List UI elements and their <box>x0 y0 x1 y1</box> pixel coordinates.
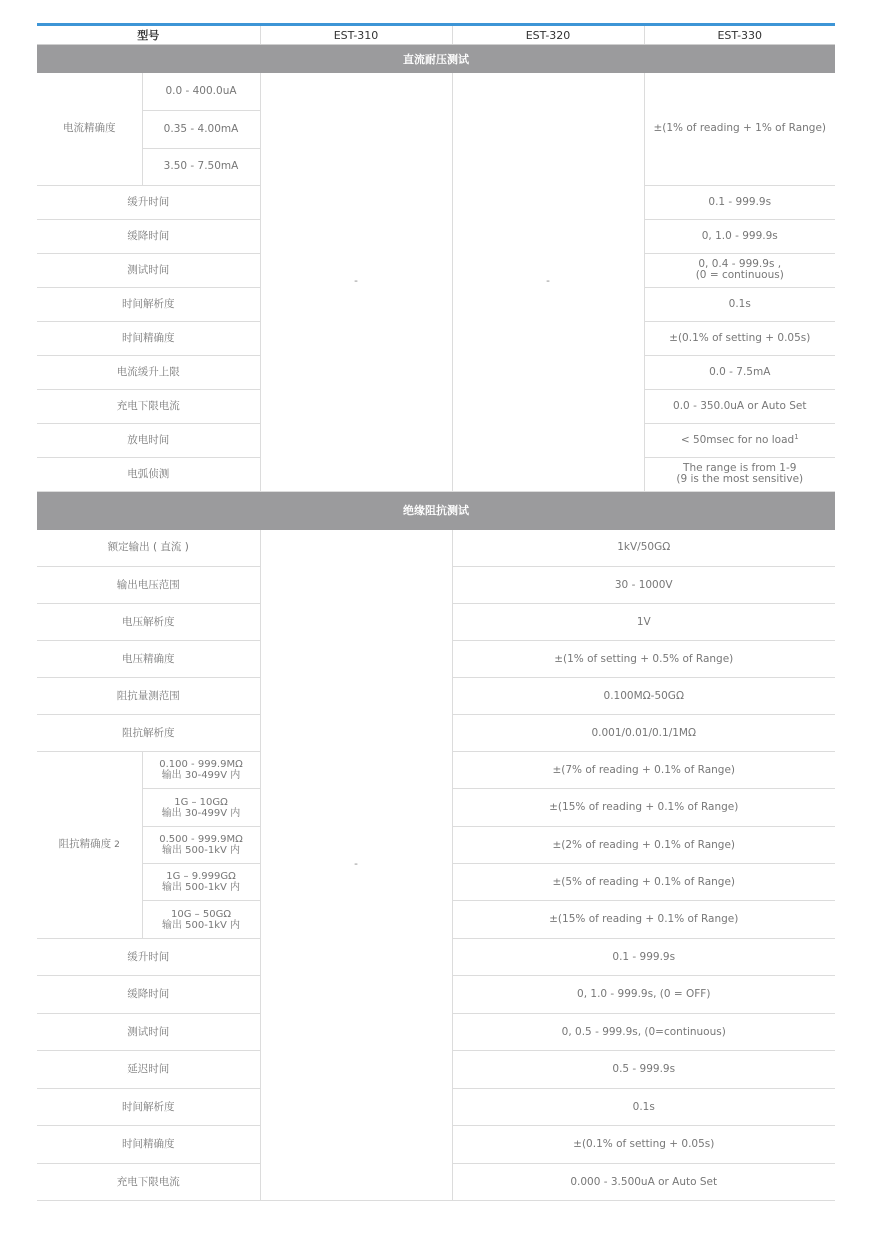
row-value: 0.0 - 7.5mA <box>644 355 835 389</box>
row-label: 时间解析度 <box>37 287 260 321</box>
row-label: 缓升时间 <box>37 939 260 976</box>
row-label: 充电下限电流 <box>37 1164 260 1201</box>
acw-current-range: 0.35 - 4.00mA <box>142 110 260 148</box>
ir-est310-cell: - <box>260 530 452 1201</box>
row-value: 0.1s <box>644 287 835 321</box>
row-value: 0.0 - 350.0uA or Auto Set <box>644 389 835 423</box>
row-label: 充电下限电流 <box>37 389 260 423</box>
header-row <box>37 26 835 45</box>
row-label: 额定输出 ( 直流 ) <box>37 530 260 567</box>
acw-current-range: 0.0 - 400.0uA <box>142 73 260 110</box>
model-est310: EST-310 <box>260 26 452 45</box>
acw-current-accuracy-label: 电流精确度 <box>37 73 142 185</box>
row-label: 缓升时间 <box>37 185 260 219</box>
row-value: 0.100MΩ-50GΩ <box>452 678 835 715</box>
acw-est310-cell: - <box>260 73 452 491</box>
ir-accuracy-range: 1G – 9.999GΩ 输出 500-1kV 内 <box>142 864 260 901</box>
row-value: ±(15% of reading + 0.1% of Range) <box>452 789 835 827</box>
row-label: 输出电压范围 <box>37 567 260 604</box>
value-line: (0 = continuous) <box>695 269 784 281</box>
ir-accuracy-range: 0.500 - 999.9MΩ 输出 500-1kV 内 <box>142 827 260 864</box>
ir-resistance-accuracy-label: 阻抗精确度 2 <box>37 752 142 939</box>
acw-current-accuracy-value: ±(1% of reading + 1% of Range) <box>644 73 835 185</box>
value-text: < 50msec for no load <box>680 433 795 446</box>
row-value: ±(1% of setting + 0.5% of Range) <box>452 641 835 678</box>
row-label: 放电时间 <box>37 423 260 457</box>
row-label: 阻抗解析度 <box>37 715 260 752</box>
row-value: 0, 1.0 - 999.9s <box>644 219 835 253</box>
acw-est320-cell: - <box>452 73 644 491</box>
acw-current-range: 3.50 - 7.50mA <box>142 148 260 185</box>
row-value: ±(15% of reading + 0.1% of Range) <box>452 901 835 939</box>
row-label: 时间精确度 <box>37 1126 260 1164</box>
row-value: 0.5 - 999.9s <box>452 1051 835 1089</box>
spec-table-container <box>37 23 835 1201</box>
row-value: 0.1 - 999.9s <box>644 185 835 219</box>
footnote-mark: 1 <box>794 432 799 441</box>
section-ir-header <box>37 491 835 530</box>
row-value: 0.1s <box>452 1089 835 1126</box>
model-est330: EST-330 <box>644 26 835 45</box>
ir-accuracy-range: 10G – 50GΩ 输出 500-1kV 内 <box>142 901 260 939</box>
value-line: 0, 0.4 - 999.9s , <box>698 258 782 270</box>
row-value: ±(0.1% of setting + 0.05s) <box>644 321 835 355</box>
row-label: 测试时间 <box>37 1014 260 1051</box>
row-value: 1kV/50GΩ <box>452 530 835 567</box>
row-value <box>644 253 835 287</box>
row-value: ±(0.1% of setting + 0.05s) <box>452 1126 835 1164</box>
row-label: 电弧侦测 <box>37 457 260 491</box>
row-value <box>644 457 835 491</box>
section-acw-title: 直流耐压测试 <box>37 45 835 74</box>
row-label: 阻抗量测范围 <box>37 678 260 715</box>
ir-row <box>37 530 835 567</box>
ir-accuracy-range: 0.100 - 999.9MΩ 输出 30-499V 内 <box>142 752 260 789</box>
row-value: ±(5% of reading + 0.1% of Range) <box>452 864 835 901</box>
ir-accuracy-range: 1G – 10GΩ 输出 30-499V 内 <box>142 789 260 827</box>
footnote-mark: 2 <box>114 840 120 850</box>
row-value: 1V <box>452 604 835 641</box>
row-label: 延迟时间 <box>37 1051 260 1089</box>
row-label: 测试时间 <box>37 253 260 287</box>
acw-current-row-1 <box>37 73 835 110</box>
model-est320: EST-320 <box>452 26 644 45</box>
row-value: 0.001/0.01/0.1/1MΩ <box>452 715 835 752</box>
row-value: 0, 0.5 - 999.9s, (0=continuous) <box>452 1014 835 1051</box>
row-value: 0.1 - 999.9s <box>452 939 835 976</box>
spec-table <box>37 26 835 1201</box>
row-value: 0.000 - 3.500uA or Auto Set <box>452 1164 835 1201</box>
row-label: 电流缓升上限 <box>37 355 260 389</box>
row-label: 电压精确度 <box>37 641 260 678</box>
value-line: (9 is the most sensitive) <box>676 473 804 485</box>
row-value: ±(2% of reading + 0.1% of Range) <box>452 827 835 864</box>
row-label: 电压解析度 <box>37 604 260 641</box>
row-value: 0, 1.0 - 999.9s, (0 = OFF) <box>452 976 835 1014</box>
value-line: The range is from 1-9 <box>683 462 797 474</box>
row-label: 时间解析度 <box>37 1089 260 1126</box>
section-acw-header <box>37 45 835 74</box>
row-label: 缓降时间 <box>37 976 260 1014</box>
row-value: ±(7% of reading + 0.1% of Range) <box>452 752 835 789</box>
row-label: 时间精确度 <box>37 321 260 355</box>
row-label: 缓降时间 <box>37 219 260 253</box>
row-value: 30 - 1000V <box>452 567 835 604</box>
section-ir-title: 绝缘阻抗测试 <box>37 491 835 530</box>
row-value <box>644 423 835 457</box>
model-label: 型号 <box>37 26 260 45</box>
